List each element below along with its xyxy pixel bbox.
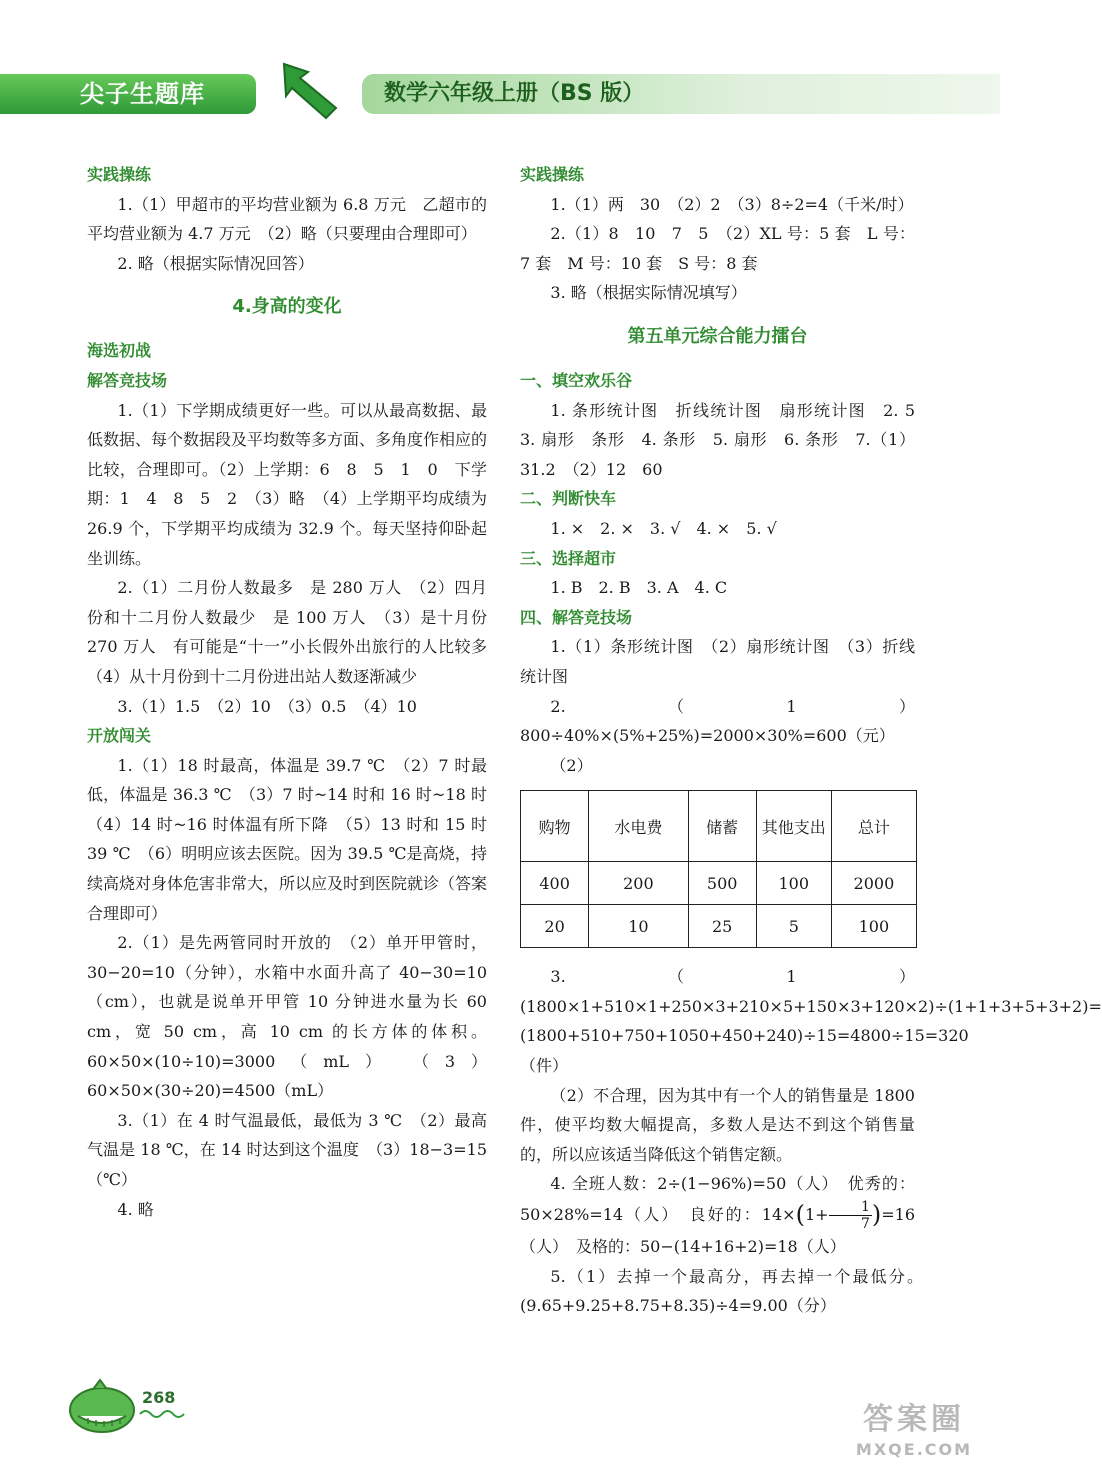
table-header-cell: 总计 [831, 791, 916, 862]
answer-paragraph: 1.（1）甲超市的平均营业额为 6.8 万元 乙超市的平均营业额为 4.7 万元 （2）略（只要理由合理即可） [87, 194, 487, 244]
table-header-cell: 储蓄 [688, 791, 756, 862]
section-number: 二、 [520, 489, 553, 509]
page-header [0, 62, 1000, 124]
answer-paragraph: 3.（1）1.5 （2）10 （3）0.5 （4）10 [117, 696, 417, 716]
fraction-numerator: 1 [829, 1199, 872, 1216]
page-number: 268 [142, 1388, 176, 1407]
answer-text: 4. 全班人数：2÷(1−96%)=50（人） 优秀的：50×28%=14（人） 良好的：14× [520, 1174, 915, 1225]
section-heading [520, 366, 915, 396]
section-heading [520, 544, 915, 574]
budget-table [520, 790, 917, 948]
section-heading: 实践操练 [520, 165, 585, 184]
table-cell: 400 [521, 862, 589, 905]
fraction-denominator: 7 [860, 1216, 870, 1233]
answer-paragraph: 4. 略 [117, 1199, 154, 1219]
table-header-cell: 其他支出 [756, 791, 831, 862]
table-header-row [521, 791, 917, 862]
table-cell: 100 [831, 905, 916, 948]
answer-paragraph: 1.（1）条形统计图 （2）扇形统计图 （3）折线统计图 [520, 637, 915, 686]
watermark [834, 1400, 994, 1474]
left-column [87, 160, 504, 1224]
table-cell: 500 [688, 862, 756, 905]
mascot-icon [64, 1378, 144, 1434]
section-heading: 实践操练 [87, 165, 152, 184]
table-cell: 5 [756, 905, 831, 948]
answer-paragraph: 3.（1）(1800×1+510×1+250×3+210×5+150×3+120×2)÷(1+1+3+5+3+2)=(1800+510+750+1050+450+240)÷15=4800÷15=320（件） [520, 967, 1102, 1076]
answer-paragraph: 2. 略（根据实际情况回答） [117, 253, 314, 273]
unit-title: 第五单元综合能力擂台 [627, 325, 808, 347]
answer-paragraph: 2.（1）是先两管同时开放的 （2）单开甲管时，30−20=10（分钟），水箱中水面升高了 40−30=10（cm），也就是说单开甲管 10 分钟进水量为长 60 cm，宽 50 cm，高 10 cm 的长方体的体积。60×50×(10÷10)=3000（mL） （3）60×50×(30÷20)=4500（mL） [87, 933, 487, 1101]
section-number: 四、 [520, 607, 553, 627]
fraction [829, 1199, 872, 1232]
table-row [521, 905, 917, 948]
wave-decoration-icon [140, 1408, 184, 1420]
table-row [521, 862, 917, 905]
section-title: 选择超市 [552, 548, 617, 568]
paren-close: ) [871, 1200, 882, 1229]
chapter-title: 4.身高的变化 [232, 296, 342, 318]
answer-text: =16（人） 及格的：50−(14+16+2)=18（人） [520, 1205, 915, 1257]
section-number: 一、 [520, 370, 553, 390]
answer-paragraph: （2）不合理，因为其中有一个人的销售量是 1800 件，使平均数大幅提高，多数人是达不到这个销售量的，所以应该适当降低这个销售定额。 [520, 1085, 915, 1164]
section-number: 三、 [520, 548, 553, 568]
paren-open: ( [795, 1200, 805, 1229]
table-cell: 20 [521, 905, 589, 948]
answer-paragraph: 2.（1）8 10 7 5 （2）XL 号：5 套 L 号：7 套 M 号：10 套 S 号：8 套 [520, 224, 915, 273]
answer-paragraph: 4. 全班人数：2÷(1−96%)=50（人） 优秀的：50×28%=14（人） 良好的：14×(1+ $\frac{1}{7}$ )=16（人） 及格的：50−(14+16+2)=18（人） [520, 1174, 915, 1257]
section-title: 解答竞技场 [552, 607, 633, 627]
answer-paragraph: 1. × 2. × 3. √ 4. × 5. √ [550, 518, 777, 538]
table-header-cell: 水电费 [589, 791, 688, 862]
answer-paragraph: 1.（1）18 时最高，体温是 39.7 ℃ （2）7 时最低，体温是 36.3 ℃ （3）7 时~14 时和 16 时~18 时 （4）14 时~16 时体温有所下降 （5）13 时和 15 时 39 ℃ （6）明明应该去医院。因为 39.5 ℃是高烧，持续高烧对身体危害非常大，所以应及时到医院就诊（答案合理即可） [87, 755, 504, 923]
answer-paragraph: 1.（1）两 30 （2）2 （3）8÷2=4（千米/时） [550, 194, 914, 214]
answer-paragraph: 5.（1）去掉一个最高分，再去掉一个最低分。 (9.65+9.25+8.75+8.35)÷4=9.00（分） [520, 1266, 932, 1316]
right-column [520, 160, 1102, 1321]
section-title: 判断快车 [552, 489, 617, 509]
answer-paragraph: 2.（1）800÷40%×(5%+25%)=2000×30%=600（元） [520, 696, 915, 746]
watermark-logo: 答案圈 [863, 1402, 965, 1437]
table-cell: 25 [688, 905, 756, 948]
arrow-icon [278, 62, 342, 122]
table-header-cell: 购物 [521, 791, 589, 862]
table-cell: 200 [589, 862, 688, 905]
table-cell: 10 [589, 905, 688, 948]
brand-label: 尖子生题库 [0, 74, 256, 114]
section-heading: 开放闯关 [87, 726, 152, 746]
watermark-url: MXQE.COM [855, 1440, 973, 1459]
answer-paragraph: 3. 略（根据实际情况填写） [550, 283, 747, 303]
answer-paragraph: 1. 条形统计图 折线统计图 扇形统计图 2. 5 3. 扇形 条形 4. 条形 5. 扇形 6. 条形 7.（1）31.2 （2）12 60 [520, 400, 932, 479]
section-heading [520, 603, 915, 633]
answer-paragraph: 1.（1）下学期成绩更好一些。可以从最高数据、最低数据、每个数据段及平均数等多方面、多角度作相应的比较，合理即可。（2）上学期：6 8 5 1 0 下学期：1 4 8 5 2 （3）略 （4）上学期平均成绩为 26.9 个，下学期平均成绩为 32.9 个。每天坚持仰卧起坐训练。 [87, 400, 488, 568]
table-cell: 100 [756, 862, 831, 905]
answer-paragraph: 2.（1）二月份人数最多 是 280 万人 （2）四月份和十二月份人数最少 是 100 万人 （3）是十月份 270 万人 有可能是“十一”小长假外出旅行的人比较多 （4）从十月份到十二月份进出站人数逐渐减少 [87, 578, 504, 686]
section-heading [520, 484, 915, 514]
subsection-heading: 解答竞技场 [87, 370, 168, 390]
answer-paragraph: （2） [550, 755, 593, 775]
answer-paragraph: 1. B 2. B 3. A 4. C [550, 578, 728, 598]
section-title: 填空欢乐谷 [552, 370, 633, 390]
table-cell: 2000 [831, 862, 916, 905]
section-heading: 海选初战 [87, 341, 152, 361]
book-title: 数学六年级上册（BS 版） [362, 74, 1000, 114]
answer-paragraph: 3.（1）在 4 时气温最低，最低为 3 ℃ （2）最高气温是 18 ℃，在 14 时达到这个温度 （3）18−3=15（℃） [87, 1110, 487, 1189]
